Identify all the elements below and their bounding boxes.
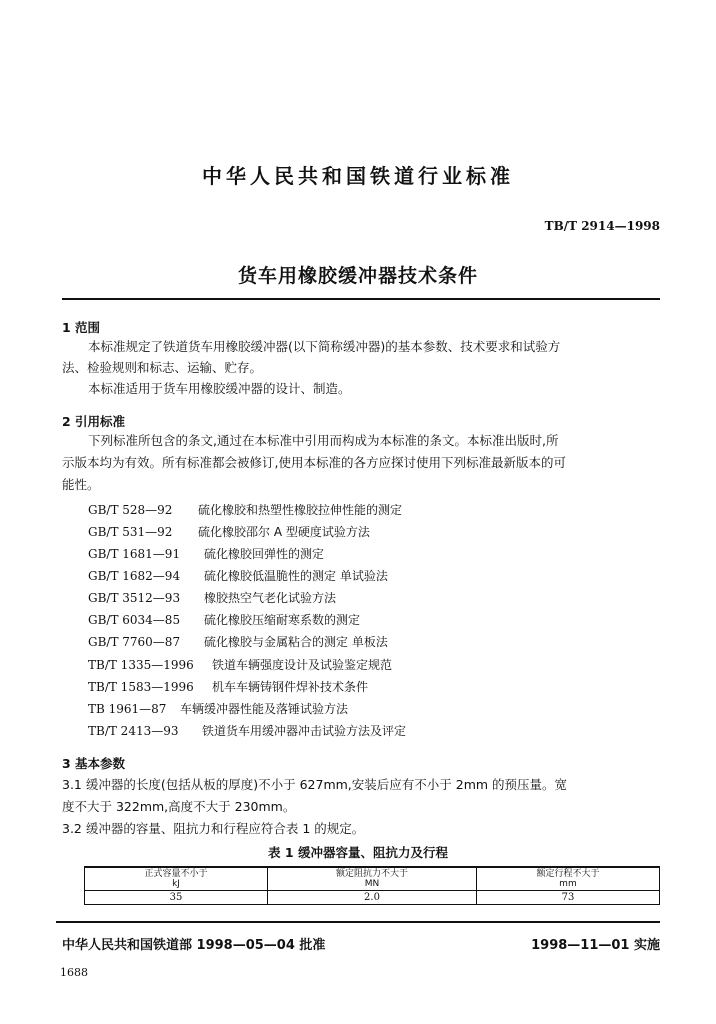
table-row	[85, 891, 660, 905]
page-number: 1688	[60, 966, 88, 979]
table-cell-resistance: 2.0	[268, 891, 477, 905]
reference-title: 硫化橡胶邵尔 A 型硬度试验方法	[198, 525, 370, 539]
approval-line: 中华人民共和国铁道部 1998—05—04 批准	[62, 938, 326, 953]
title-divider	[62, 298, 660, 300]
clause-3-1-line-1: 3.1 缓冲器的长度(包括从板的厚度)不小于 627mm,安装后应有不小于 2mm 的预压量。宽	[62, 777, 568, 792]
header-label: 额定阻抗力不大于	[335, 869, 408, 879]
reference-item	[88, 501, 402, 518]
reference-title: 机车车辆铸钢件焊补技术条件	[212, 680, 369, 694]
reference-item	[88, 567, 388, 584]
reference-code: TB 1961—87	[88, 702, 167, 716]
header-unit: MN	[364, 879, 380, 889]
reference-title: 硫化橡胶和热塑性橡胶拉伸性能的测定	[198, 503, 403, 517]
header-unit: kJ	[172, 879, 180, 889]
header-label: 正式容量不小于	[144, 869, 208, 879]
reference-code: TB/T 1583—1996	[88, 680, 194, 694]
section-1-paragraph-1-line-1: 本标准规定了铁道货车用橡胶缓冲器(以下简称缓冲器)的基本参数、技术要求和试验方	[88, 339, 561, 354]
reference-title: 铁道货车用缓冲器冲击试验方法及评定	[202, 724, 407, 738]
footer-divider	[56, 921, 660, 923]
reference-item	[88, 523, 370, 540]
reference-item	[88, 611, 360, 628]
reference-item	[88, 700, 348, 717]
reference-code: GB/T 1682—94	[88, 569, 181, 583]
section-1-heading: 1 范围	[62, 320, 101, 335]
section-3-heading: 3 基本参数	[62, 756, 126, 771]
standard-code: TB/T 2914—1998	[544, 219, 660, 233]
reference-code: TB/T 1335—1996	[88, 658, 194, 672]
reference-item	[88, 656, 392, 673]
header-label: 额定行程不大于	[536, 869, 600, 879]
reference-item	[88, 633, 388, 650]
table-cell-stroke: 73	[476, 891, 659, 905]
reference-title: 硫化橡胶压缩耐寒系数的测定	[204, 613, 361, 627]
table-1-caption: 表 1 缓冲器容量、阻抗力及行程	[268, 845, 448, 860]
reference-code: GB/T 3512—93	[88, 591, 181, 605]
section-2-heading: 2 引用标准	[62, 414, 126, 429]
reference-item	[88, 589, 336, 606]
table-header-cell	[268, 867, 477, 891]
section-2-paragraph-line-2: 示版本均为有效。所有标准都会被修订,使用本标准的各方应探讨使用下列标准最新版本的可	[62, 455, 566, 470]
clause-3-2: 3.2 缓冲器的容量、阻抗力和行程应符合表 1 的规定。	[62, 821, 365, 836]
reference-code: GB/T 7760—87	[88, 635, 181, 649]
reference-item	[88, 722, 406, 739]
table-header-row	[85, 867, 660, 891]
table-cell-capacity: 35	[85, 891, 268, 905]
reference-code: GB/T 1681—91	[88, 547, 181, 561]
section-1-paragraph-2: 本标准适用于货车用橡胶缓冲器的设计、制造。	[88, 381, 351, 396]
section-2-paragraph-line-1: 下列标准所包含的条文,通过在本标准中引用而构成为本标准的条文。本标准出版时,所	[88, 433, 559, 448]
table-1	[84, 866, 660, 905]
reference-code: GB/T 531—92	[88, 525, 173, 539]
standard-category-title: 中华人民共和国铁道行业标准	[202, 164, 514, 188]
reference-title: 橡胶热空气老化试验方法	[204, 591, 337, 605]
effective-date: 1998—11—01 实施	[531, 938, 660, 953]
reference-title: 车辆缓冲器性能及落锤试验方法	[180, 702, 349, 716]
header-unit: mm	[559, 879, 577, 889]
reference-item	[88, 545, 324, 562]
reference-title: 铁道车辆强度设计及试验鉴定规范	[212, 658, 393, 672]
table-header-cell	[476, 867, 659, 891]
reference-code: GB/T 528—92	[88, 503, 173, 517]
reference-title: 硫化橡胶回弹性的测定	[204, 547, 325, 561]
table-header-cell	[85, 867, 268, 891]
reference-item	[88, 678, 368, 695]
reference-title: 硫化橡胶与金属粘合的测定 单板法	[204, 635, 388, 649]
reference-code: TB/T 2413—93	[88, 724, 179, 738]
section-1-paragraph-1-line-2: 法、检验规则和标志、运输、贮存。	[62, 360, 263, 375]
clause-3-1-line-2: 度不大于 322mm,高度不大于 230mm。	[62, 799, 296, 814]
reference-code: GB/T 6034—85	[88, 613, 181, 627]
document-title: 货车用橡胶缓冲器技术条件	[237, 265, 478, 287]
reference-title: 硫化橡胶低温脆性的测定 单试验法	[204, 569, 388, 583]
section-2-paragraph-line-3: 能性。	[62, 477, 100, 492]
